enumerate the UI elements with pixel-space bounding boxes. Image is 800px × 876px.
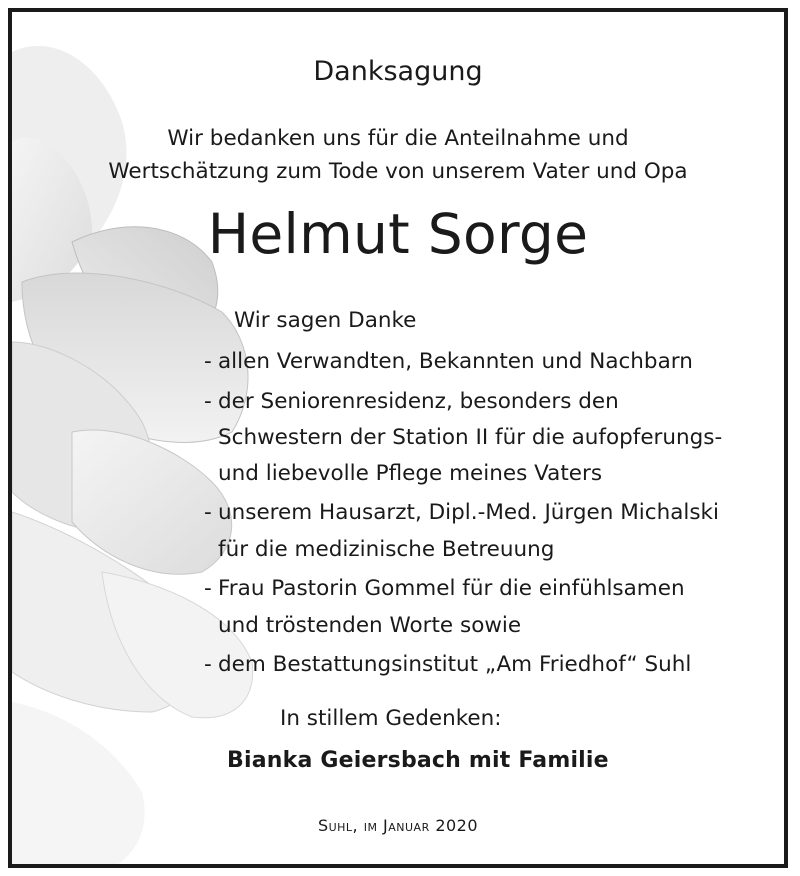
deceased-name: Helmut Sorge (207, 202, 589, 266)
list-item (204, 576, 685, 601)
place-date: Suhl, im Januar 2020 (317, 816, 479, 835)
thanks-intro: Wir sagen Danke (234, 308, 417, 333)
notice-frame (8, 8, 788, 868)
bullet-dash: - (204, 500, 212, 525)
list-item (204, 652, 691, 677)
list-item-text: Frau Pastorin Gommel für die einfühlsamen (218, 576, 685, 601)
bullet-dash: - (204, 349, 212, 374)
list-item-text: allen Verwandten, Bekannten und Nachbarn (218, 349, 693, 374)
list-item-continuation: für die medizinische Betreuung (218, 537, 555, 562)
list-item-continuation: und tröstenden Worte sowie (218, 613, 522, 638)
list-item (204, 500, 719, 525)
bullet-dash: - (204, 576, 212, 601)
list-item-continuation: Schwestern der Station II für die aufopferungs- (218, 425, 723, 450)
heading: Danksagung (313, 56, 483, 87)
intro-line: Wir bedanken uns für die Anteilnahme und (167, 126, 629, 151)
signatory: Bianka Geiersbach mit Familie (227, 748, 609, 773)
list-item (204, 349, 693, 374)
list-item (204, 389, 619, 414)
bullet-dash: - (204, 652, 212, 677)
list-item-text: unserem Hausarzt, Dipl.-Med. Jürgen Michalski (218, 500, 719, 525)
list-item-text: der Seniorenresidenz, besonders den (218, 389, 619, 414)
bullet-dash: - (204, 389, 212, 414)
list-item-continuation: und liebevolle Pflege meines Vaters (218, 461, 603, 486)
closing-label: In stillem Gedenken: (280, 706, 502, 731)
list-item-text: dem Bestattungsinstitut „Am Friedhof“ Suhl (218, 652, 692, 677)
intro-line: Wertschätzung zum Tode von unserem Vater und Opa (108, 159, 688, 184)
